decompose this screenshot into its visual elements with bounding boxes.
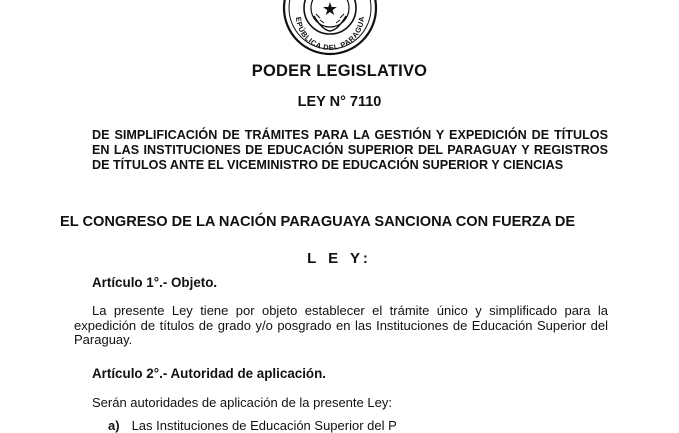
list-item-label: a) [108,418,120,433]
ley-heading: L E Y: [307,250,372,267]
law-number: LEY N° 7110 [297,94,382,110]
article-2-text: Serán autoridades de aplicación de la presente Ley: [92,395,392,410]
chamber-title: PODER LEGISLATIVO [251,62,428,80]
seal-ring-text: EPÚBLICA DEL PARAGUA [293,16,367,53]
article-2-title: Artículo 2°.- Autoridad de aplicación. [92,366,327,381]
article-1-text: La presente Ley tiene por objeto establecer el trámite único y simplificado para la expedición de títulos de grado y/o posgrado en las Instituciones de Educación Superior del Paraguay. [74,303,608,348]
coat-of-arms-seal [282,0,378,56]
list-item-text: Las Instituciones de Educación Superior del P [131,418,397,433]
article-1-title: Artículo 1°.- Objeto. [92,275,218,290]
seal-star: ★ [321,0,339,19]
list-item [108,418,397,433]
law-subject: DE SIMPLIFICACIÓN DE TRÁMITES PARA LA GESTIÓN Y EXPEDICIÓN DE TÍTULOS EN LAS INSTITUCIONES DE EDUCACIÓN SUPERIOR DEL PARAGUAY Y REGISTROS DE TÍTULOS ANTE EL VICEMINISTRO DE EDUCACIÓN SUPERIOR Y CIENCIAS [92,128,608,172]
enactment-clause: EL CONGRESO DE LA NACIÓN PARAGUAYA SANCIONA CON FUERZA DE [60,214,576,230]
